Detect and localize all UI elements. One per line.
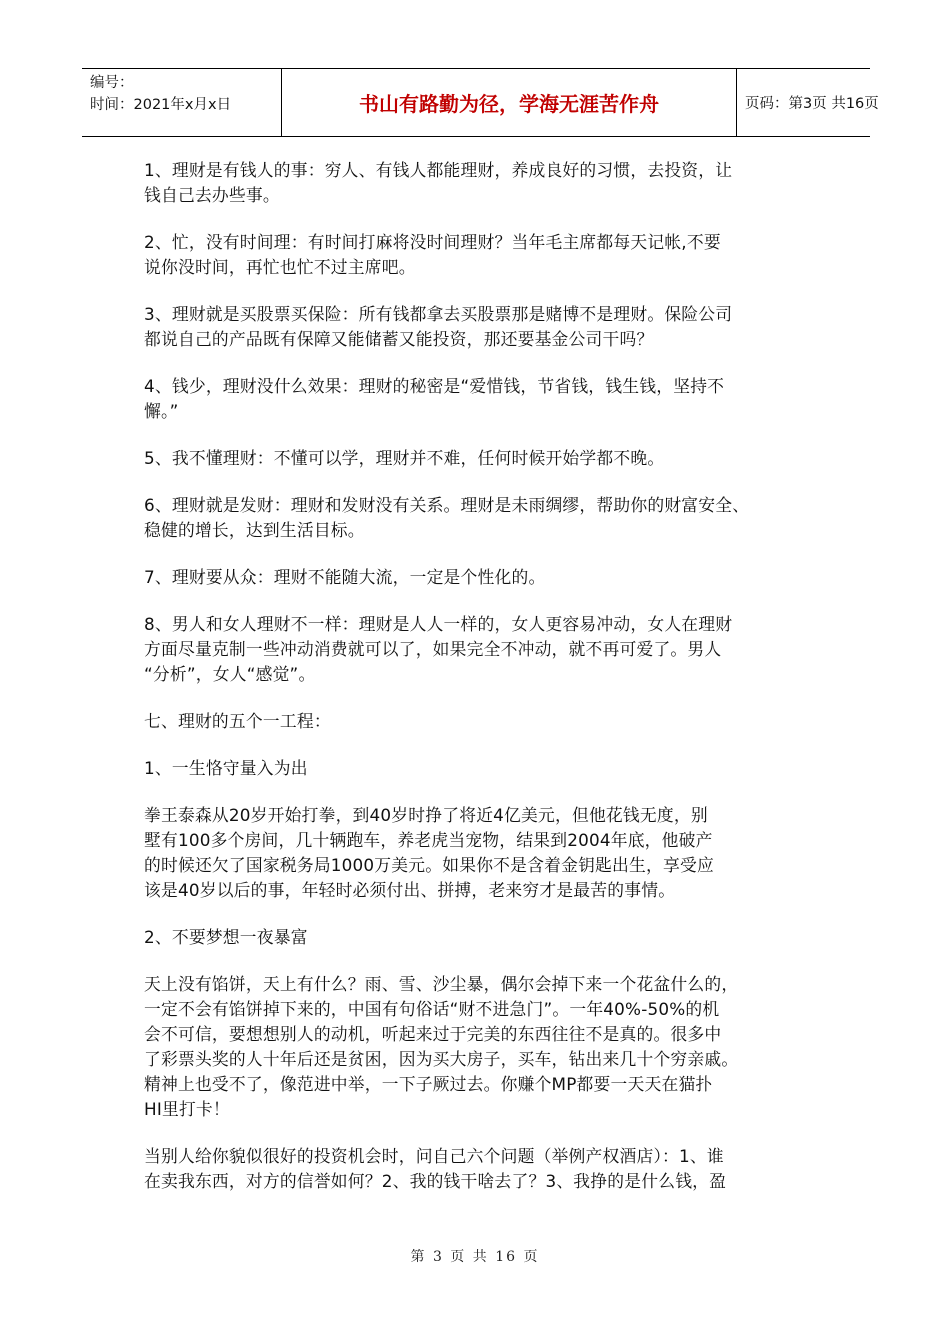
paragraph: 3、理财就是买股票买保险：所有钱都拿去买股票那是赌博不是理财。保险公司 都说自己的产品既有保障又能储蓄又能投资，那还要基金公司干吗？ <box>144 304 733 349</box>
section-heading: 七、理财的五个一工程： <box>144 711 331 731</box>
document-number-label: 编号： <box>90 75 134 91</box>
subsection-heading: 1、一生恪守量入为出 <box>144 758 308 778</box>
paragraph: 5、我不懂理财：不懂可以学，理财并不难，任何时候开始学都不晚。 <box>144 448 665 468</box>
subsection-heading: 2、不要梦想一夜暴富 <box>144 927 308 947</box>
page-footer: 第 3 页 共 16 页 <box>410 1249 540 1265</box>
paragraph: 8、男人和女人理财不一样：理财是人人一样的，女人更容易冲动，女人在理财 方面尽量克制一些冲动消费就可以了，如果完全不冲动，就不再可爱了。男人 “分析”，女人“感觉”。 <box>144 614 733 684</box>
document-body <box>144 158 812 1216</box>
header-motto: 书山有路勤为径，学海无涯苦作舟 <box>282 69 737 136</box>
header-page-info: 页码：第3页 共16页 <box>745 96 879 112</box>
paragraph: 当别人给你貌似很好的投资机会时，问自己六个问题（举例产权酒店）：1、谁 在卖我东西，对方的信誉如何？2、我的钱干啥去了？3、我挣的是什么钱，盈 <box>144 1146 727 1191</box>
paragraph: 4、钱少，理财没什么效果：理财的秘密是“爱惜钱，节省钱，钱生钱，坚持不 懈。” <box>144 376 725 421</box>
paragraph: 1、理财是有钱人的事：穷人、有钱人都能理财，养成良好的习惯，去投资，让 钱自己去办些事。 <box>144 160 733 205</box>
paragraph: 2、忙，没有时间理：有时间打麻将没时间理财？当年毛主席都每天记帐,不要 说你没时间，再忙也忙不过主席吧。 <box>144 232 721 277</box>
paragraph: 拳王泰森从20岁开始打拳，到40岁时挣了将近4亿美元，但他花钱无度，别 墅有100多个房间，几十辆跑车，养老虎当宠物，结果到2004年底，他破产 的时候还欠了国家税务局1000万美元。如果你不是含着金钥匙出生，享受应 该是40岁以后的事，年轻时必须付出、拼搏，老来穷才是最苦的事情。 <box>144 805 714 900</box>
document-header <box>82 68 879 137</box>
header-meta-cell <box>82 69 282 136</box>
paragraph: 7、理财要从众：理财不能随大流，一定是个性化的。 <box>144 567 546 587</box>
paragraph: 6、理财就是发财：理财和发财没有关系。理财是未雨绸缪，帮助你的财富安全、 稳健的增长，达到生活目标。 <box>144 495 750 540</box>
paragraph: 天上没有馅饼，天上有什么？雨、雪、沙尘暴，偶尔会掉下来一个花盆什么的， 一定不会有馅饼掉下来的，中国有句俗话“财不进急门”。一年40%-50%的机 会不可信，要想想别人的动机，听起来过于完美的东西往往不是真的。很多中 了彩票头奖的人十年后还是贫困，因为买大房子，买车，钻出来几十个穷亲戚。 精神上也受不了，像范进中举，一下子厥过去。你赚个MP都要一天天在猫扑 HI里打卡！ <box>144 974 739 1119</box>
document-date-label: 时间：2021年x月x日 <box>90 97 232 113</box>
